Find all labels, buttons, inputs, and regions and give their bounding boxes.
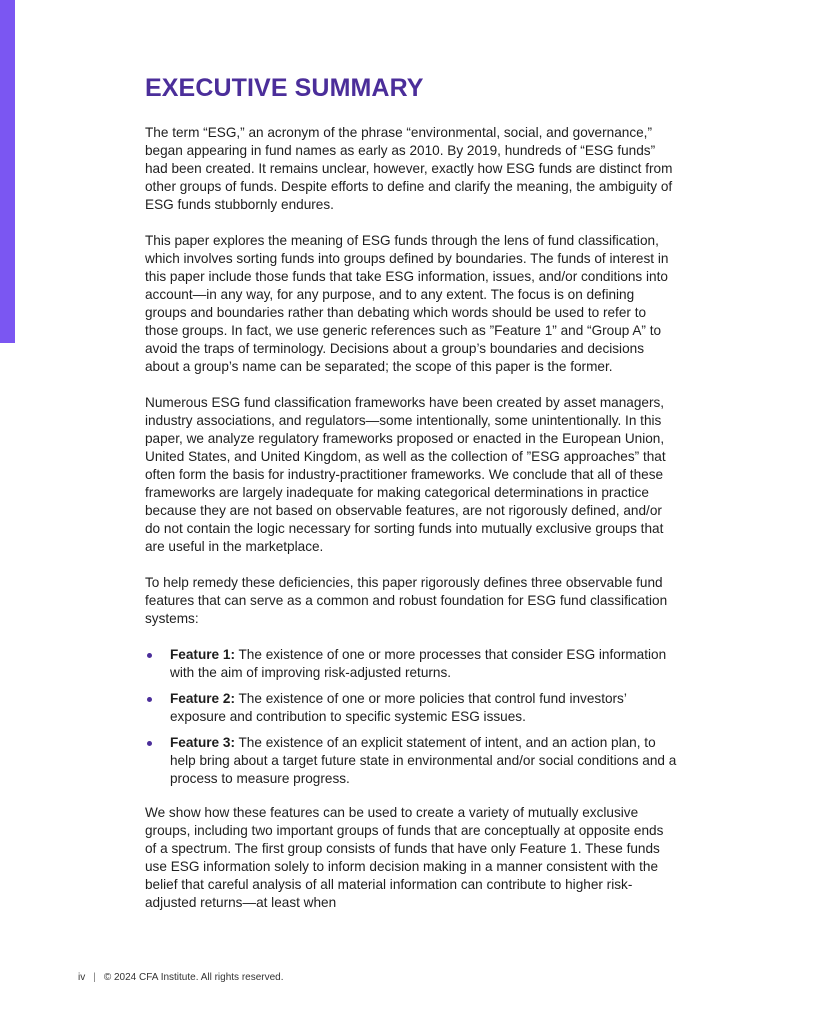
side-accent-bar xyxy=(0,0,15,343)
feature-label: Feature 2: xyxy=(170,691,235,706)
copyright-text: © 2024 CFA Institute. All rights reserved. xyxy=(103,972,284,983)
list-item-feature-1 xyxy=(145,646,677,682)
list-item-feature-2 xyxy=(145,690,677,726)
page-title: EXECUTIVE SUMMARY xyxy=(145,74,424,102)
feature-text: The existence of an explicit statement of intent, and an action plan, to help bring about a target future state in environmental and/or social conditions and a process to measure progress. xyxy=(170,735,677,786)
paragraph-frameworks: Numerous ESG fund classification frameworks have been created by asset managers, industry associations, and regulators—some intentionally, some unintentionally. In this paper, we analyze regulatory frameworks proposed or enacted in the European Union, United States, and United Kingdom, as well as the collection of ”ESG approaches” that often form the basis for industry-practitioner frameworks. We conclude that all of these frameworks are largely inadequate for making categorical determinations in practice because they are not based on observable features, are not rigorously defined, and/or do not contain the logic necessary for sorting funds into mutually exclusive groups that are useful in the marketplace. xyxy=(145,395,666,554)
list-item-feature-3 xyxy=(145,734,677,788)
bullet-icon xyxy=(147,653,152,658)
page-footer xyxy=(78,972,284,983)
bullet-icon xyxy=(147,697,152,702)
paragraph-intro: The term “ESG,” an acronym of the phrase “environmental, social, and governance,” began appearing in fund names as early as 2010. By 2019, hundreds of “ESG funds” had been created. It remains unclear, however, exactly how ESG funds are distinct from other groups of funds. Despite efforts to define and clarify the meaning, the ambiguity of ESG funds stubbornly endures. xyxy=(145,125,673,212)
paragraph-remedy: To help remedy these deficiencies, this paper rigorously defines three observable fund features that can serve as a common and robust foundation for ESG fund classification systems: xyxy=(145,575,668,626)
feature-label: Feature 3: xyxy=(170,735,235,750)
page-number: iv xyxy=(78,972,86,983)
paragraph-scope: This paper explores the meaning of ESG funds through the lens of fund classification, which involves sorting funds into groups defined by boundaries. The funds of interest in this paper include those funds that take ESG information, issues, and/or conditions into account—in any way, for any purpose, and to any extent. The focus is on defining groups and boundaries rather than debating which words should be used to refer to those groups. In fact, we use generic references such as ”Feature 1” and “Group A” to avoid the traps of terminology. Decisions about a group’s boundaries and decisions about a group’s name can be separated; the scope of this paper is the former. xyxy=(145,233,669,374)
feature-text: The existence of one or more processes that consider ESG information with the aim of improving risk-adjusted returns. xyxy=(170,647,667,680)
feature-text: The existence of one or more policies that control fund investors’ exposure and contribution to specific systemic ESG issues. xyxy=(170,691,627,724)
paragraph-closing: We show how these features can be used to create a variety of mutually exclusive groups, including two important groups of funds that are conceptually at opposite ends of a spectrum. The first group consists of funds that have only Feature 1. These funds use ESG information solely to inform decision making in a manner consistent with the belief that careful analysis of all material information can contribute to higher risk-adjusted returns—at least when xyxy=(145,805,664,910)
feature-label: Feature 1: xyxy=(170,647,235,662)
footer-separator: | xyxy=(93,972,96,983)
bullet-icon xyxy=(147,741,152,746)
feature-list xyxy=(145,646,677,788)
page-content xyxy=(145,72,677,930)
